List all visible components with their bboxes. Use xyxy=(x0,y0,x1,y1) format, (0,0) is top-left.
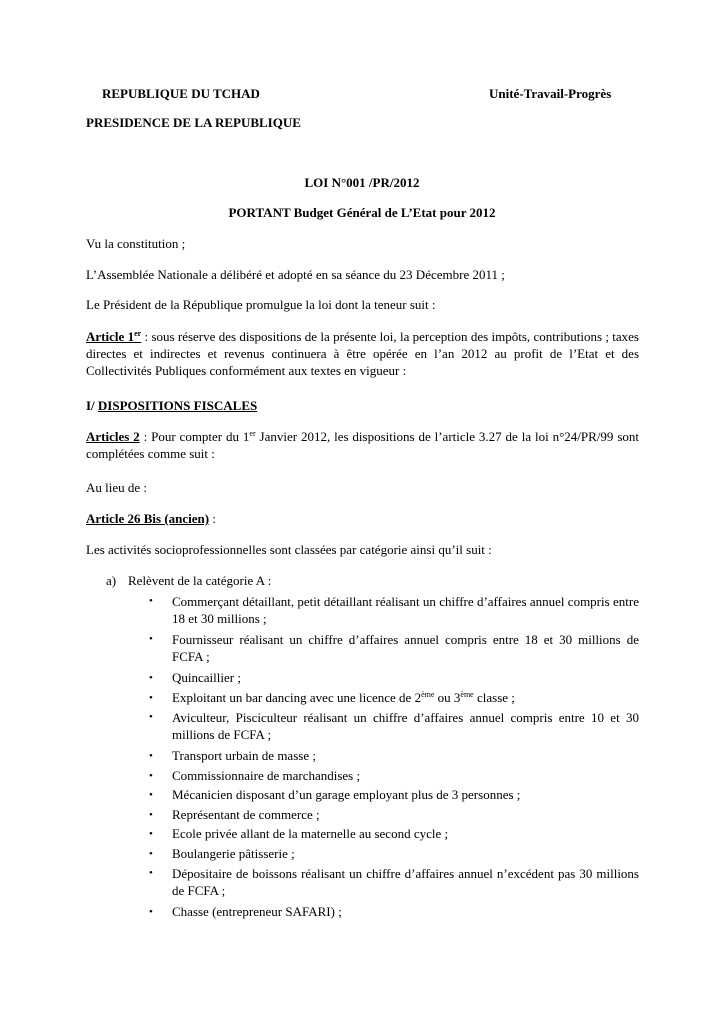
bullet-icon: • xyxy=(149,633,153,645)
header-presidency: PRESIDENCE DE LA REPUBLIQUE xyxy=(86,115,301,130)
law-subject: PORTANT Budget Général de L’Etat pour 2012 xyxy=(228,205,496,220)
article-1-paragraph: Article 1er : sous réserve des dispositions de la présente loi, la perception des impôts, contributions ; taxes directes et indirectes et revenus continuera à être opérée en l’an 2012 au profit de l’Etat et des Collectivités Publiques conformément aux textes en vigueur : xyxy=(86,329,639,378)
list-item: Représentant de commerce ; xyxy=(172,807,320,822)
bullet-icon: • xyxy=(149,770,153,782)
section-1-title: DISPOSITIONS FISCALES xyxy=(97,398,258,413)
bullet-icon: • xyxy=(149,828,153,840)
list-item: Commerçant détaillant, petit détaillant réalisant un chiffre d’affaires annuel compris entre 18 et 30 millions ; xyxy=(172,594,639,626)
article-2-paragraph: Articles 2 : Pour compter du 1er Janvier 2012, les dispositions de l’article 3.27 de la loi n°24/PR/99 sont complétées comme suit : xyxy=(86,429,639,461)
section-1-heading: I/ DISPOSITIONS FISCALES xyxy=(86,398,258,413)
bullet-icon: • xyxy=(149,789,153,801)
article-2-label: Articles 2 xyxy=(86,429,140,444)
list-item: Chasse (entrepreneur SAFARI) ; xyxy=(172,904,342,919)
list-item: Boulangerie pâtisserie ; xyxy=(172,846,295,861)
article-1-label: Article 1er xyxy=(86,329,142,344)
article-26-heading: Article 26 Bis (ancien) : xyxy=(86,511,216,526)
bullet-icon: • xyxy=(149,595,153,607)
list-item: Transport urbain de masse ; xyxy=(172,748,316,763)
bullet-icon: • xyxy=(149,848,153,860)
article-26-label: Article 26 Bis (ancien) xyxy=(86,511,210,526)
bullet-icon: • xyxy=(149,711,153,723)
category-a-marker: a) xyxy=(106,573,117,588)
bullet-icon: • xyxy=(149,692,153,704)
list-item: Fournisseur réalisant un chiffre d’affaires annuel compris entre 18 et 30 millions de FCFA ; xyxy=(172,632,639,664)
list-item: Exploitant un bar dancing avec une licence de 2ème ou 3ème classe ; xyxy=(172,690,515,705)
header-motto: Unité-Travail-Progrès xyxy=(489,86,612,101)
list-item: Dépositaire de boissons réalisant un chiffre d’affaires annuel n’excédent pas 30 millions de FCFA ; xyxy=(172,866,639,898)
preamble-promulgation: Le Président de la République promulgue la loi dont la teneur suit : xyxy=(86,297,436,312)
bullet-icon: • xyxy=(149,672,153,684)
instead-of: Au lieu de : xyxy=(86,480,148,495)
bullet-icon: • xyxy=(149,750,153,762)
header-republic: REPUBLIQUE DU TCHAD xyxy=(102,86,260,101)
classification-intro: Les activités socioprofessionnelles sont classées par catégorie ainsi qu’il suit : xyxy=(86,542,492,557)
preamble-constitution: Vu la constitution ; xyxy=(86,236,186,251)
list-item: Mécanicien disposant d’un garage employant plus de 3 personnes ; xyxy=(172,787,521,802)
bullet-icon: • xyxy=(149,906,153,918)
list-item: Aviculteur, Pisciculteur réalisant un chiffre d’affaires annuel compris entre 10 et 30 millions de FCFA ; xyxy=(172,710,639,742)
list-item: Ecole privée allant de la maternelle au second cycle ; xyxy=(172,826,449,841)
list-item: Commissionnaire de marchandises ; xyxy=(172,768,361,783)
preamble-assembly: L’Assemblée Nationale a délibéré et adopté en sa séance du 23 Décembre 2011 ; xyxy=(86,267,505,282)
list-item: Quincaillier ; xyxy=(172,670,241,685)
law-number: LOI N°001 /PR/2012 xyxy=(304,175,420,190)
bullet-icon: • xyxy=(149,867,153,879)
category-a-title: Relèvent de la catégorie A : xyxy=(128,573,272,588)
bullet-icon: • xyxy=(149,809,153,821)
